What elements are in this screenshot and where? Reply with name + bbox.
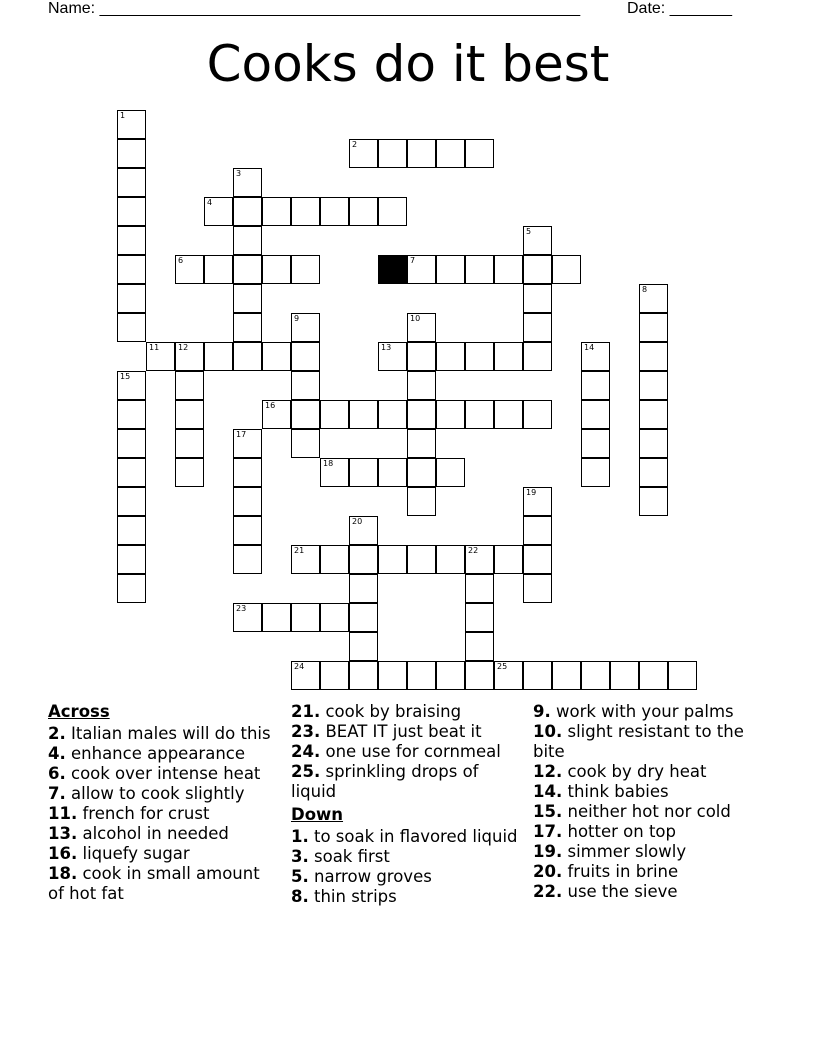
grid-cell[interactable] (378, 545, 407, 574)
grid-cell[interactable] (523, 342, 552, 371)
clue-column-3 (533, 702, 773, 902)
grid-cell[interactable] (233, 487, 262, 516)
grid-cell[interactable] (291, 255, 320, 284)
grid-cell[interactable] (523, 226, 552, 255)
clue-number: 5 (526, 227, 532, 236)
clue-number: 23 (236, 604, 247, 613)
clue-number: 7 (410, 256, 416, 265)
grid-cell[interactable] (291, 197, 320, 226)
clue-across-21: 21. cook by braising (291, 702, 462, 721)
grid-cell[interactable] (262, 603, 291, 632)
grid-cell[interactable] (378, 661, 407, 690)
grid-cell[interactable] (117, 284, 146, 313)
clue-across-2: 2. Italian males will do this (48, 724, 271, 743)
grid-cell[interactable] (349, 400, 378, 429)
grid-cell[interactable] (262, 197, 291, 226)
grid-cell[interactable] (291, 342, 320, 371)
grid-cell[interactable] (639, 313, 668, 342)
grid-cell[interactable] (117, 458, 146, 487)
clue-down-10: 10. slight resistant to the bite (533, 722, 744, 761)
grid-cell[interactable] (291, 661, 320, 690)
down-heading: Down (291, 805, 344, 824)
grid-cell[interactable] (349, 545, 378, 574)
grid-cell[interactable] (117, 313, 146, 342)
clue-number: 8 (642, 285, 648, 294)
grid-cell[interactable] (117, 429, 146, 458)
name-line[interactable]: Name: ______________________________________________________ (48, 0, 581, 17)
clue-number: 18 (323, 459, 334, 468)
clue-number: 19 (526, 488, 537, 497)
grid-cell[interactable] (291, 371, 320, 400)
grid-cell[interactable] (407, 139, 436, 168)
clue-down-5: 5. narrow groves (291, 867, 432, 886)
clue-column-2 (291, 702, 521, 907)
grid-cell[interactable] (581, 342, 610, 371)
grid-cell[interactable] (581, 429, 610, 458)
grid-cell[interactable] (117, 139, 146, 168)
grid-cell[interactable] (436, 139, 465, 168)
grid-cell[interactable] (581, 371, 610, 400)
grid-cell[interactable] (639, 342, 668, 371)
clue-column-1 (48, 702, 278, 904)
grid-cell[interactable] (494, 545, 523, 574)
grid-cell[interactable] (291, 313, 320, 342)
grid-cell[interactable] (291, 429, 320, 458)
grid-cell[interactable] (117, 371, 146, 400)
grid-cell[interactable] (465, 342, 494, 371)
grid-cell[interactable] (146, 342, 175, 371)
grid-cell[interactable] (407, 342, 436, 371)
grid-cell[interactable] (320, 661, 349, 690)
grid-cell[interactable] (581, 458, 610, 487)
clue-down-22: 22. use the sieve (533, 882, 678, 901)
grid-cell[interactable] (668, 661, 697, 690)
clue-across-16: 16. liquefy sugar (48, 844, 190, 863)
grid-cell[interactable] (233, 284, 262, 313)
grid-cell[interactable] (494, 400, 523, 429)
grid-cell[interactable] (407, 545, 436, 574)
clue-down-12: 12. cook by dry heat (533, 762, 707, 781)
grid-cell[interactable] (175, 255, 204, 284)
grid-cell[interactable] (523, 545, 552, 574)
grid-cell[interactable] (349, 661, 378, 690)
clue-across-7: 7. allow to cook slightly (48, 784, 245, 803)
grid-cell[interactable] (436, 661, 465, 690)
clue-down-8: 8. thin strips (291, 887, 397, 906)
black-cell (378, 255, 407, 284)
grid-cell[interactable] (262, 400, 291, 429)
grid-cell[interactable] (117, 110, 146, 139)
clue-number: 9 (294, 314, 300, 323)
grid-cell[interactable] (291, 603, 320, 632)
grid-cell[interactable] (639, 458, 668, 487)
clue-number: 15 (120, 372, 131, 381)
grid-cell[interactable] (436, 342, 465, 371)
grid-cell[interactable] (407, 255, 436, 284)
clue-down-3: 3. soak first (291, 847, 390, 866)
grid-cell[interactable] (291, 400, 320, 429)
grid-cell[interactable] (349, 574, 378, 603)
grid-cell[interactable] (465, 632, 494, 661)
grid-cell[interactable] (233, 255, 262, 284)
grid-cell[interactable] (436, 458, 465, 487)
grid-cell[interactable] (465, 400, 494, 429)
clue-number: 24 (294, 662, 305, 671)
grid-cell[interactable] (233, 429, 262, 458)
clue-across-24: 24. one use for cornmeal (291, 742, 501, 761)
clue-number: 22 (468, 546, 479, 555)
grid-cell[interactable] (407, 400, 436, 429)
clue-down-15: 15. neither hot nor cold (533, 802, 731, 821)
grid-cell[interactable] (233, 168, 262, 197)
clue-number: 1 (120, 111, 126, 120)
grid-cell[interactable] (320, 400, 349, 429)
clue-down-14: 14. think babies (533, 782, 669, 801)
clue-across-4: 4. enhance appearance (48, 744, 245, 763)
grid-cell[interactable] (465, 661, 494, 690)
grid-cell[interactable] (117, 545, 146, 574)
grid-cell[interactable] (610, 661, 639, 690)
grid-cell[interactable] (233, 458, 262, 487)
grid-cell[interactable] (349, 603, 378, 632)
grid-cell[interactable] (233, 226, 262, 255)
grid-cell[interactable] (204, 342, 233, 371)
grid-cell[interactable] (523, 284, 552, 313)
clue-number: 10 (410, 314, 421, 323)
grid-cell[interactable] (494, 661, 523, 690)
grid-cell[interactable] (378, 197, 407, 226)
grid-cell[interactable] (233, 516, 262, 545)
grid-cell[interactable] (233, 603, 262, 632)
grid-cell[interactable] (349, 632, 378, 661)
clue-down-20: 20. fruits in brine (533, 862, 679, 881)
grid-cell[interactable] (407, 313, 436, 342)
grid-cell[interactable] (465, 545, 494, 574)
grid-cell[interactable] (320, 545, 349, 574)
clue-number: 12 (178, 343, 189, 352)
clue-down-9: 9. work with your palms (533, 702, 734, 721)
clue-down-19: 19. simmer slowly (533, 842, 687, 861)
grid-cell[interactable] (378, 342, 407, 371)
grid-cell[interactable] (320, 458, 349, 487)
grid-cell[interactable] (639, 400, 668, 429)
clue-number: 4 (207, 198, 213, 207)
grid-cell[interactable] (291, 545, 320, 574)
grid-cell[interactable] (117, 226, 146, 255)
grid-cell[interactable] (581, 400, 610, 429)
clue-number: 14 (584, 343, 595, 352)
grid-cell[interactable] (349, 197, 378, 226)
clue-number: 21 (294, 546, 305, 555)
grid-cell[interactable] (378, 458, 407, 487)
grid-cell[interactable] (320, 197, 349, 226)
grid-cell[interactable] (494, 255, 523, 284)
puzzle-title: Cooks do it best (206, 35, 610, 93)
grid-cell[interactable] (552, 661, 581, 690)
grid-cell[interactable] (262, 342, 291, 371)
grid-cell[interactable] (233, 197, 262, 226)
grid-cell[interactable] (117, 574, 146, 603)
grid-cell[interactable] (523, 313, 552, 342)
grid-cell[interactable] (552, 255, 581, 284)
grid-cell[interactable] (436, 545, 465, 574)
grid-cell[interactable] (465, 603, 494, 632)
grid-cell[interactable] (117, 255, 146, 284)
grid-cell[interactable] (175, 371, 204, 400)
grid-cell[interactable] (407, 487, 436, 516)
grid-cell[interactable] (465, 139, 494, 168)
grid-cell[interactable] (117, 487, 146, 516)
clue-across-6: 6. cook over intense heat (48, 764, 261, 783)
clue-down-17: 17. hotter on top (533, 822, 676, 841)
grid-cell[interactable] (523, 487, 552, 516)
clue-number: 17 (236, 430, 247, 439)
grid-cell[interactable] (349, 516, 378, 545)
clue-across-13: 13. alcohol in needed (48, 824, 229, 843)
grid-cell[interactable] (465, 574, 494, 603)
grid-cell[interactable] (639, 661, 668, 690)
grid-cell[interactable] (233, 545, 262, 574)
grid-cell[interactable] (494, 342, 523, 371)
grid-cell[interactable] (349, 139, 378, 168)
grid-cell[interactable] (175, 342, 204, 371)
grid-cell[interactable] (523, 661, 552, 690)
clue-number: 16 (265, 401, 276, 410)
clue-across-23: 23. BEAT IT just beat it (291, 722, 482, 741)
grid-cell[interactable] (639, 487, 668, 516)
grid-cell[interactable] (262, 255, 291, 284)
clue-down-1: 1. to soak in flavored liquid (291, 827, 518, 846)
clue-number: 13 (381, 343, 392, 352)
grid-cell[interactable] (465, 255, 494, 284)
grid-cell[interactable] (233, 342, 262, 371)
clue-across-25: 25. sprinkling drops of liquid (291, 762, 479, 801)
grid-cell[interactable] (378, 139, 407, 168)
clue-number: 25 (497, 662, 508, 671)
grid-cell[interactable] (117, 168, 146, 197)
grid-cell[interactable] (523, 400, 552, 429)
grid-cell[interactable] (117, 400, 146, 429)
grid-cell[interactable] (117, 516, 146, 545)
grid-cell[interactable] (378, 400, 407, 429)
grid-cell[interactable] (639, 429, 668, 458)
grid-cell[interactable] (407, 458, 436, 487)
grid-cell[interactable] (117, 197, 146, 226)
grid-cell[interactable] (175, 429, 204, 458)
grid-cell[interactable] (639, 284, 668, 313)
across-heading: Across (48, 702, 110, 721)
clue-across-18: 18. cook in small amount of hot fat (48, 864, 260, 903)
clue-number: 20 (352, 517, 363, 526)
grid-cell[interactable] (407, 429, 436, 458)
grid-cell[interactable] (407, 371, 436, 400)
grid-cell[interactable] (204, 255, 233, 284)
clue-number: 3 (236, 169, 242, 178)
date-line[interactable]: Date: _______ (627, 0, 732, 17)
grid-cell[interactable] (407, 661, 436, 690)
clue-number: 6 (178, 256, 184, 265)
grid-cell[interactable] (523, 574, 552, 603)
grid-cell[interactable] (523, 516, 552, 545)
grid-cell[interactable] (436, 255, 465, 284)
grid-cell[interactable] (581, 661, 610, 690)
grid-cell[interactable] (639, 371, 668, 400)
grid-cell[interactable] (175, 458, 204, 487)
grid-cell[interactable] (436, 400, 465, 429)
grid-cell[interactable] (320, 603, 349, 632)
grid-cell[interactable] (523, 255, 552, 284)
grid-cell[interactable] (175, 400, 204, 429)
grid-cell[interactable] (349, 458, 378, 487)
grid-cell[interactable] (233, 313, 262, 342)
clue-number: 11 (149, 343, 160, 352)
clue-number: 2 (352, 140, 358, 149)
clue-across-11: 11. french for crust (48, 804, 210, 823)
grid-cell[interactable] (204, 197, 233, 226)
